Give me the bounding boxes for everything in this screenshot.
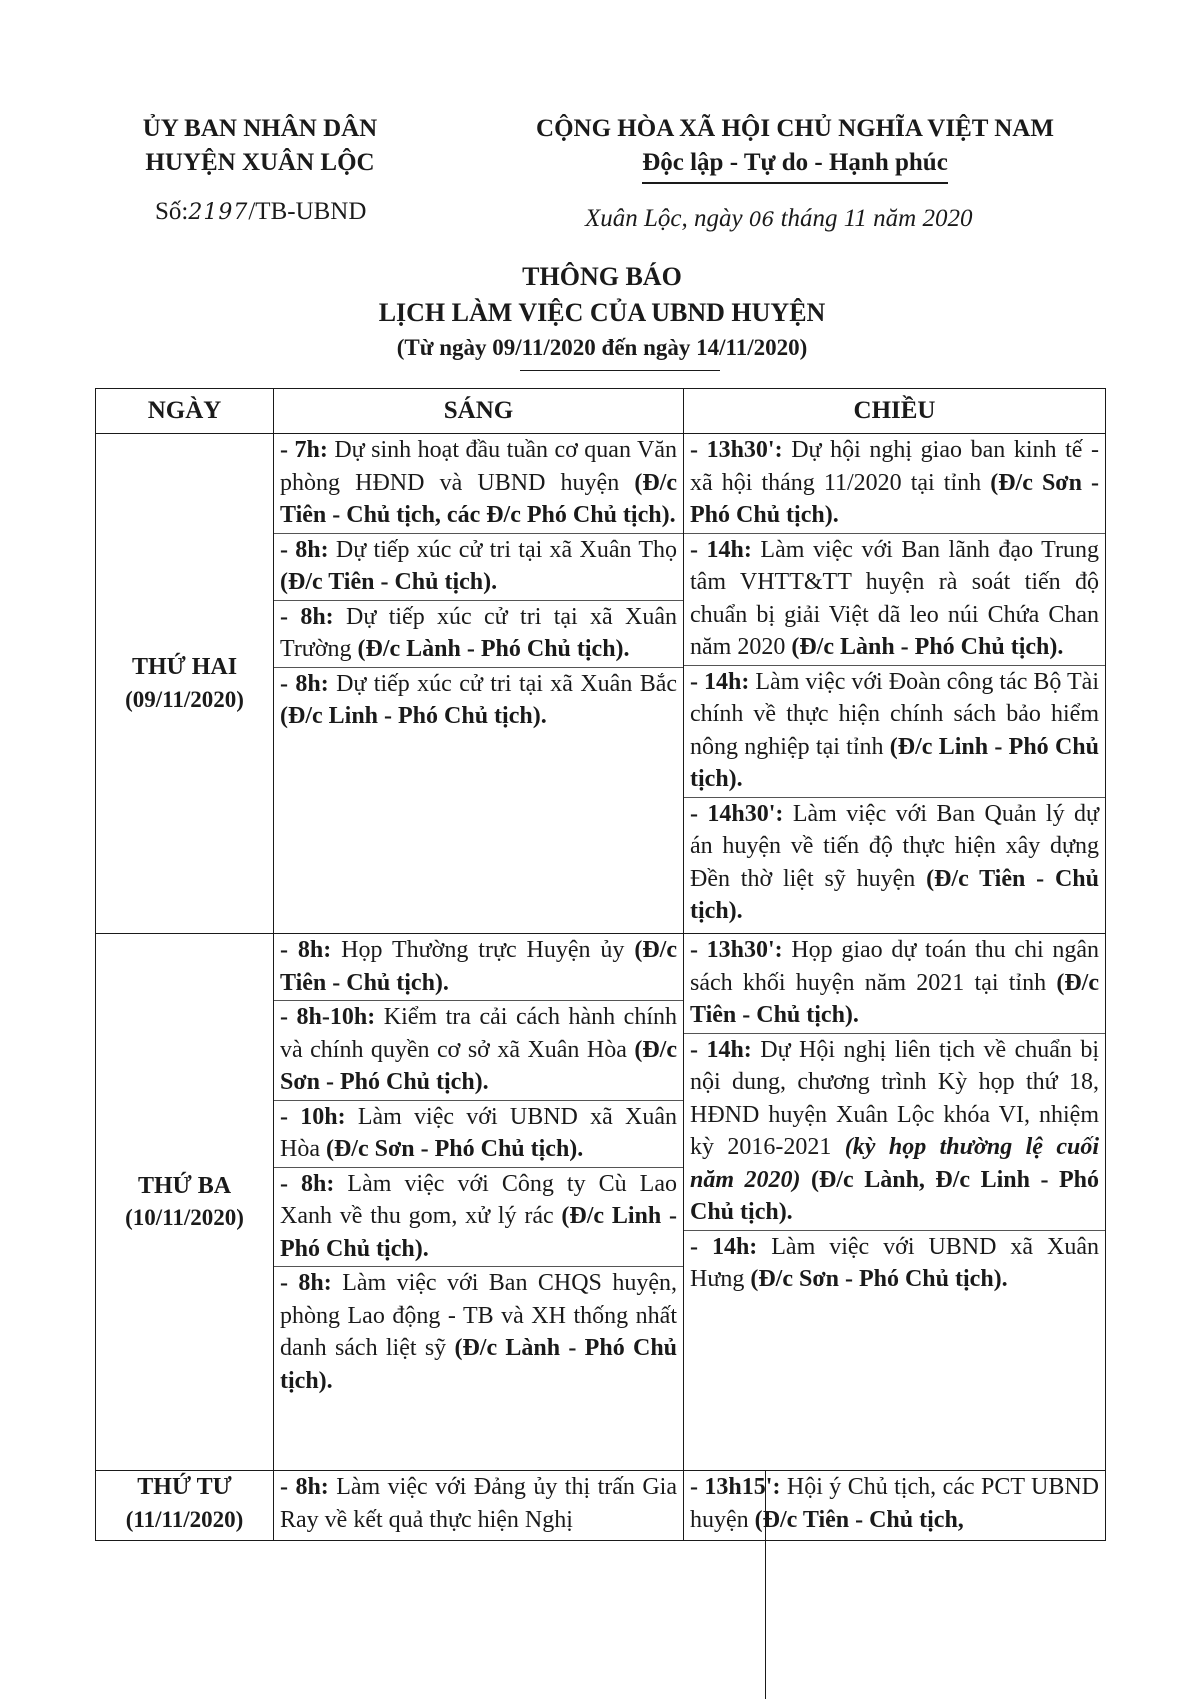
list-item: - 8h: Dự tiếp xúc cử tri tại xã Xuân Bắc (Đ/c Linh - Phó Chủ tịch).	[280, 670, 677, 729]
scan-fold-line	[765, 1470, 766, 1699]
header-day: NGÀY	[96, 389, 274, 434]
date-prefix: Xuân Lộc, ngày	[585, 205, 749, 232]
day-date: (09/11/2020)	[125, 686, 244, 712]
list-item: - 8h: Làm việc với Đảng ủy thị trấn Gia Ray về kết quả thực hiện Nghị	[280, 1474, 677, 1533]
schedule-table	[95, 388, 1106, 1541]
notice-date-range	[0, 335, 1204, 361]
agency-line-2: HUYỆN XUÂN LỘC	[145, 149, 375, 176]
list-item: - 8h: Làm việc với Công ty Cù Lao Xanh về thu gom, xử lý rác (Đ/c Linh - Phó Chủ tịch).	[280, 1168, 677, 1266]
list-item: - 14h: Làm việc với Ban lãnh đạo Trung tâm VHTT&TT huyện rà soát tiến độ chuẩn bị giải Việt dã leo núi Chứa Chan năm 2020 (Đ/c Lành - Phó Chủ tịch).	[690, 534, 1099, 664]
doc-number-suffix: /TB-UBND	[248, 198, 367, 225]
document-number	[155, 198, 366, 226]
list-item: - 10h: Làm việc với UBND xã Xuân Hòa (Đ/c Sơn - Phó Chủ tịch).	[280, 1101, 677, 1166]
date-suffix: tháng 11 năm 2020	[774, 205, 973, 232]
morning-cell	[274, 934, 684, 1471]
day-cell	[96, 434, 274, 934]
title-underline	[520, 370, 720, 371]
list-item: - 14h: Dự Hội nghị liên tịch về chuẩn bị nội dung, chương trình Kỳ họp thứ 18, HĐND huyện Xuân Lộc khóa VI, nhiệm kỳ 2016-2021 (kỳ họp thường lệ cuối năm 2020) (Đ/c Lành, Đ/c Linh - Phó Chủ tịch).	[690, 1034, 1099, 1229]
date-range-text: (Từ ngày 09/11/2020 đến ngày 14/11/2020)	[396, 335, 808, 360]
issue-date	[585, 205, 972, 233]
day-cell	[96, 1471, 274, 1541]
day-name: THỨ HAI	[131, 654, 238, 680]
notice-subtitle: LỊCH LÀM VIỆC CỦA UBND HUYỆN	[378, 298, 826, 327]
list-item: - 8h: Dự tiếp xúc cử tri tại xã Xuân Trường (Đ/c Lành - Phó Chủ tịch).	[280, 601, 677, 666]
afternoon-cell	[684, 1471, 1106, 1541]
afternoon-cell	[684, 934, 1106, 1471]
header-afternoon: CHIỀU	[684, 389, 1106, 434]
table-header-row	[96, 389, 1106, 434]
list-item: - 14h30': Làm việc với Ban Quản lý dự án huyện về tiến độ thực hiện xây dựng Đền thờ liệt sỹ huyện (Đ/c Tiên - Chủ tịch).	[690, 800, 1099, 924]
motto: Độc lập - Tự do - Hạnh phúc	[642, 146, 948, 180]
list-item: - 14h: Làm việc với UBND xã Xuân Hưng (Đ/c Sơn - Phó Chủ tịch).	[690, 1233, 1099, 1292]
national-heading	[480, 112, 1110, 180]
day-name: THỨ BA	[137, 1172, 232, 1199]
list-item: - 13h15': Hội ý Chủ tịch, các PCT UBND huyện (Đ/c Tiên - Chủ tịch,	[690, 1474, 1099, 1533]
table-row	[96, 934, 1106, 1471]
list-item: - 13h30': Họp giao dự toán thu chi ngân sách khối huyện năm 2021 tại tỉnh (Đ/c Tiên - Chủ tịch).	[690, 934, 1099, 1032]
day-date: (11/11/2020)	[125, 1506, 244, 1532]
list-item: - 8h: Họp Thường trực Huyện ủy (Đ/c Tiên - Chủ tịch).	[280, 934, 677, 999]
list-item: - 7h: Dự sinh hoạt đầu tuần cơ quan Văn phòng HĐND và UBND huyện (Đ/c Tiên - Chủ tịch, các Đ/c Phó Chủ tịch).	[280, 434, 677, 532]
table-row	[96, 1471, 1106, 1541]
agency-line-1: ỦY BAN NHÂN DÂN	[142, 115, 378, 142]
list-item: - 13h30': Dự hội nghị giao ban kinh tế - xã hội tháng 11/2020 tại tỉnh (Đ/c Sơn - Phó Chủ tịch).	[690, 434, 1099, 532]
day-cell	[96, 934, 274, 1471]
afternoon-cell	[684, 434, 1106, 934]
morning-cell	[274, 1471, 684, 1541]
notice-title: THÔNG BÁO	[522, 262, 682, 291]
country-line: CỘNG HÒA XÃ HỘI CHỦ NGHĨA VIỆT NAM	[536, 115, 1054, 142]
morning-cell	[274, 434, 684, 934]
list-item: - 8h-10h: Kiểm tra cải cách hành chính và chính quyền cơ sở xã Xuân Hòa (Đ/c Sơn - Phó Chủ tịch).	[280, 1001, 677, 1099]
list-item: - 14h: Làm việc với Đoàn công tác Bộ Tài chính về thực hiện chính sách bảo hiểm nông nghiệp tại tỉnh (Đ/c Linh - Phó Chủ tịch).	[690, 666, 1099, 796]
day-date: (10/11/2020)	[125, 1205, 244, 1230]
issuing-agency	[120, 112, 400, 180]
day-name: THỨ TƯ	[137, 1474, 232, 1500]
doc-number-prefix: Số:	[155, 198, 189, 225]
header-morning: SÁNG	[274, 389, 684, 434]
list-item: - 8h: Dự tiếp xúc cử tri tại xã Xuân Thọ (Đ/c Tiên - Chủ tịch).	[280, 534, 677, 599]
list-item: - 8h: Làm việc với Ban CHQS huyện, phòng Lao động - TB và XH thống nhất danh sách liệt sỹ (Đ/c Lành - Phó Chủ tịch).	[280, 1270, 678, 1394]
table-row	[96, 434, 1106, 934]
doc-number-handwritten: 2197	[188, 200, 249, 225]
date-day-handwritten: 06	[748, 207, 775, 231]
